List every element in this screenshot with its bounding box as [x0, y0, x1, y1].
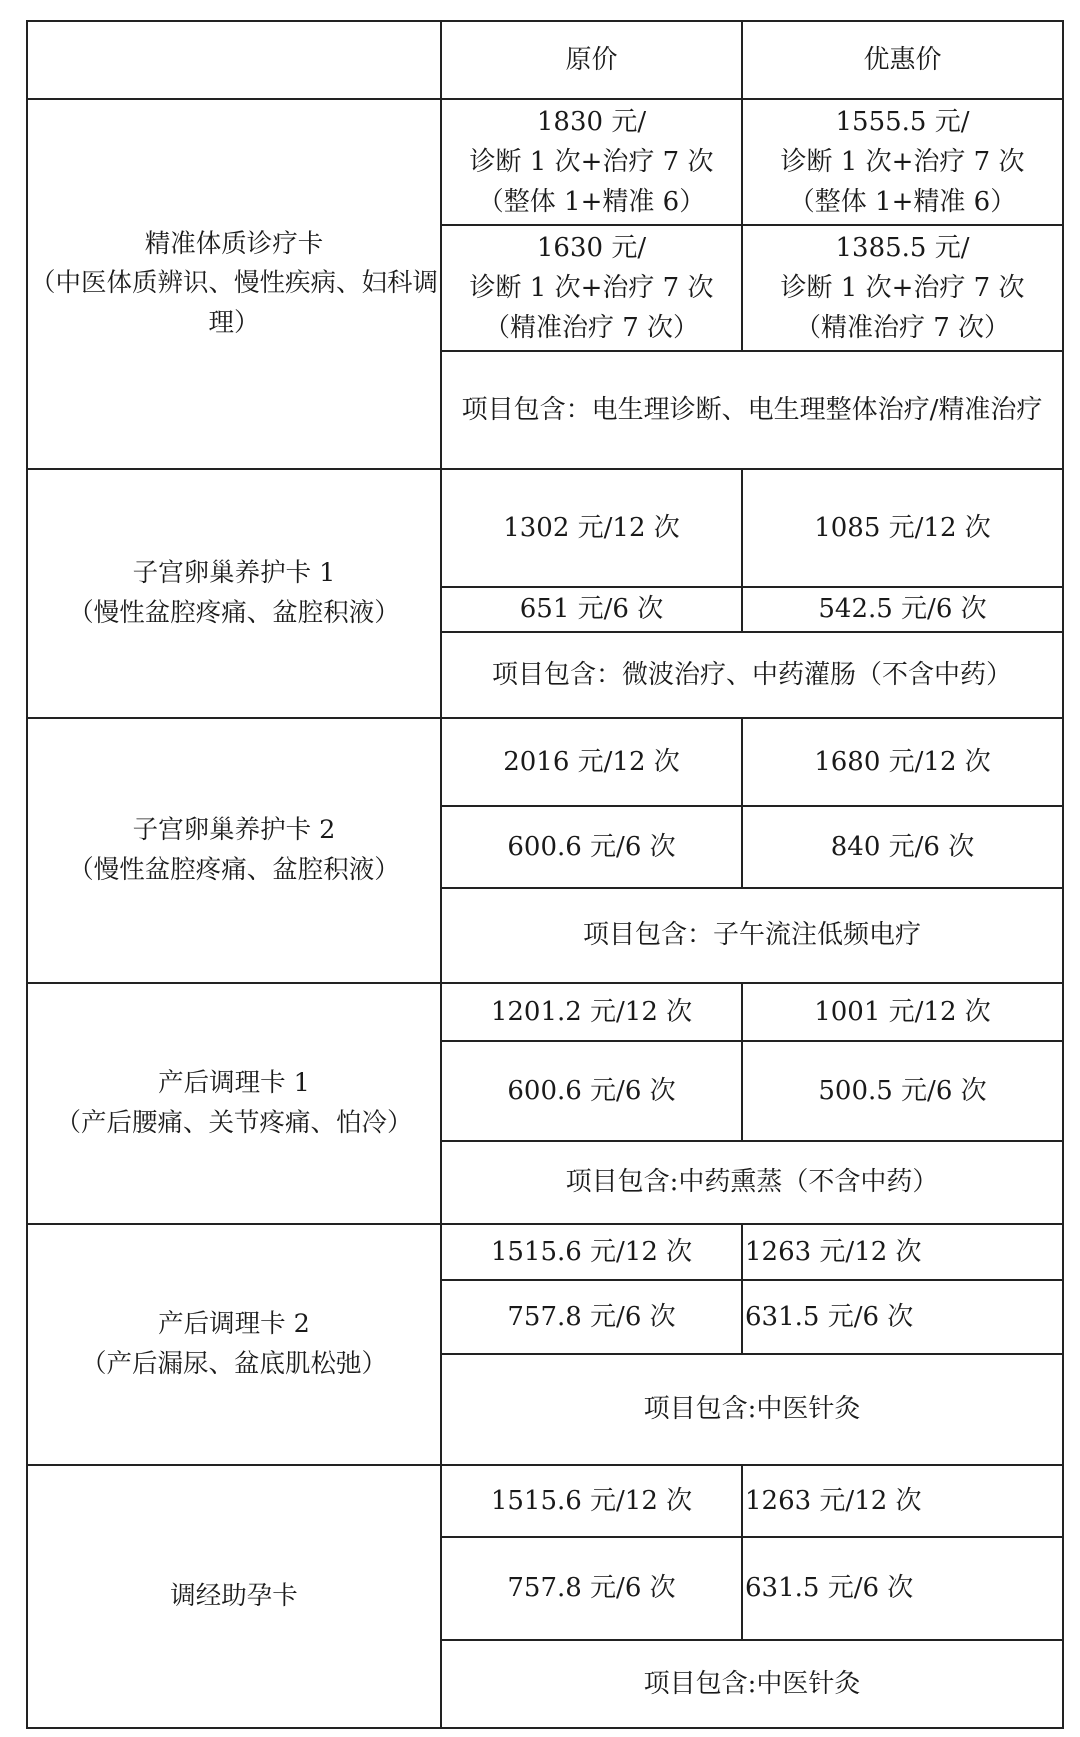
original-price-cell: 757.8 元/6 次	[441, 1280, 742, 1354]
discount-price-cell: 1001 元/12 次	[742, 983, 1063, 1041]
includes-cell: 项目包含：微波治疗、中药灌肠（不含中药）	[441, 632, 1063, 718]
discount-price-cell: 1680 元/12 次	[742, 718, 1063, 806]
includes-cell: 项目包含:中医针灸	[441, 1354, 1063, 1465]
price-table	[26, 20, 1064, 1729]
header-row	[27, 21, 1063, 99]
original-price-cell: 1515.6 元/12 次	[441, 1465, 742, 1537]
discount-price-cell: 631.5 元/6 次	[742, 1280, 1063, 1354]
card-name-cell: 子宫卵巢养护卡 2 （慢性盆腔疼痛、盆腔积液）	[27, 718, 441, 983]
header-discount-price: 优惠价	[742, 21, 1063, 99]
table-row	[27, 1224, 1063, 1280]
discount-price-cell: 840 元/6 次	[742, 806, 1063, 888]
card-name-cell: 调经助孕卡	[27, 1465, 441, 1728]
original-price-cell: 1201.2 元/12 次	[441, 983, 742, 1041]
discount-price-cell: 542.5 元/6 次	[742, 587, 1063, 632]
original-price-cell: 2016 元/12 次	[441, 718, 742, 806]
includes-cell: 项目包含:中药熏蒸（不含中药）	[441, 1141, 1063, 1224]
includes-cell: 项目包含:中医针灸	[441, 1640, 1063, 1728]
card-name-cell: 产后调理卡 1 （产后腰痛、关节疼痛、怕冷）	[27, 983, 441, 1224]
discount-price-cell: 1263 元/12 次	[742, 1224, 1063, 1280]
discount-price-cell: 1385.5 元/ 诊断 1 次+治疗 7 次 （精准治疗 7 次）	[742, 225, 1063, 351]
discount-price-cell: 500.5 元/6 次	[742, 1041, 1063, 1141]
original-price-cell: 651 元/6 次	[441, 587, 742, 632]
table-row	[27, 469, 1063, 587]
original-price-cell: 1515.6 元/12 次	[441, 1224, 742, 1280]
discount-price-cell: 631.5 元/6 次	[742, 1537, 1063, 1640]
header-blank-cell	[27, 21, 441, 99]
discount-price-cell: 1085 元/12 次	[742, 469, 1063, 587]
original-price-cell: 1830 元/ 诊断 1 次+治疗 7 次 （整体 1+精准 6）	[441, 99, 742, 225]
includes-cell: 项目包含：子午流注低频电疗	[441, 888, 1063, 983]
discount-price-cell: 1263 元/12 次	[742, 1465, 1063, 1537]
table-row	[27, 99, 1063, 225]
card-name-cell: 精准体质诊疗卡 （中医体质辨识、慢性疾病、妇科调理）	[27, 99, 441, 469]
card-name-cell: 产后调理卡 2 （产后漏尿、盆底肌松弛）	[27, 1224, 441, 1465]
original-price-cell: 600.6 元/6 次	[441, 1041, 742, 1141]
card-name-cell: 子宫卵巢养护卡 1 （慢性盆腔疼痛、盆腔积液）	[27, 469, 441, 718]
original-price-cell: 600.6 元/6 次	[441, 806, 742, 888]
original-price-cell: 1302 元/12 次	[441, 469, 742, 587]
discount-price-cell: 1555.5 元/ 诊断 1 次+治疗 7 次 （整体 1+精准 6）	[742, 99, 1063, 225]
original-price-cell: 1630 元/ 诊断 1 次+治疗 7 次 （精准治疗 7 次）	[441, 225, 742, 351]
original-price-cell: 757.8 元/6 次	[441, 1537, 742, 1640]
includes-cell: 项目包含：电生理诊断、电生理整体治疗/精准治疗	[441, 351, 1063, 469]
table-row	[27, 1465, 1063, 1537]
header-original-price: 原价	[441, 21, 742, 99]
price-table-container	[26, 20, 1062, 1729]
table-row	[27, 983, 1063, 1041]
table-row	[27, 718, 1063, 806]
